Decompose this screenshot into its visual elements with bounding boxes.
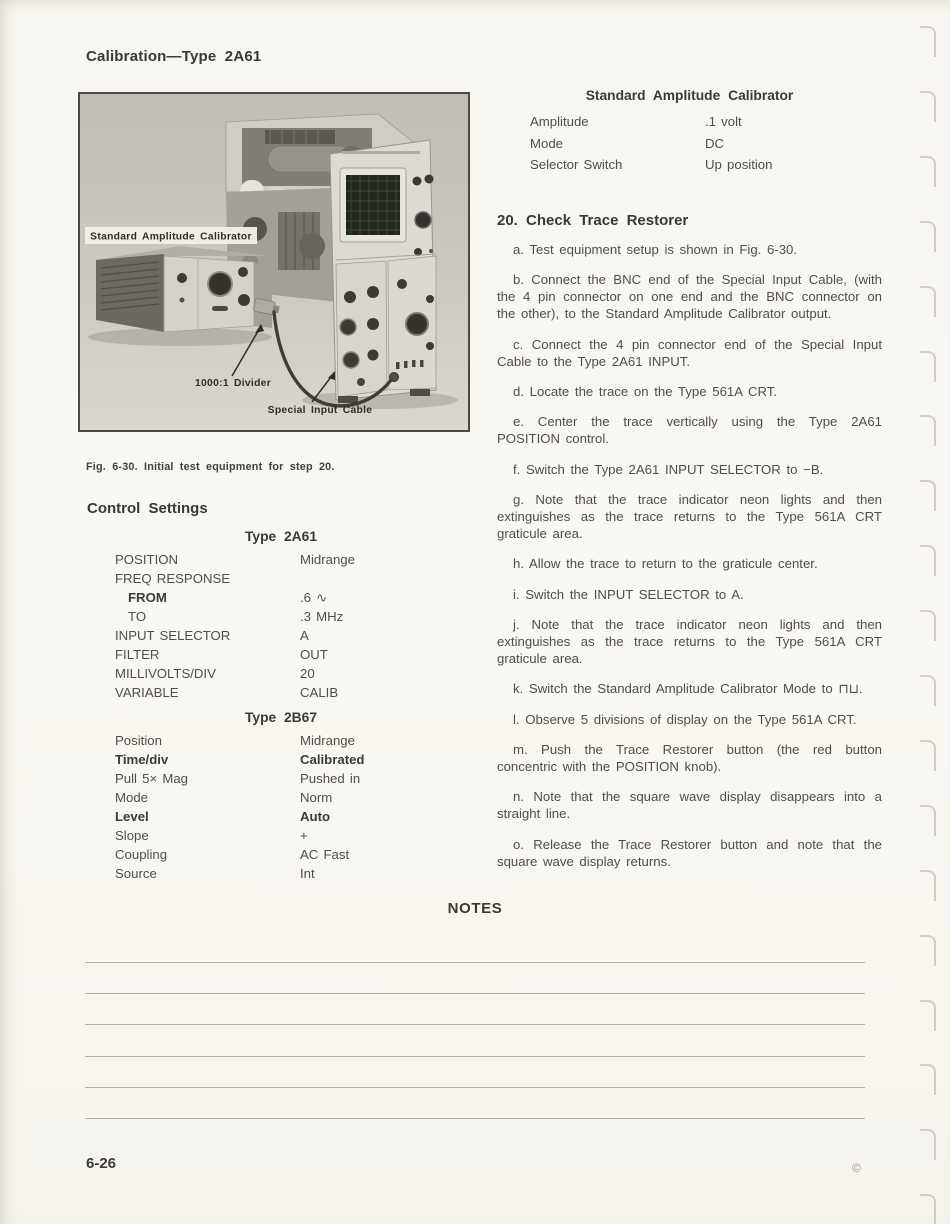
- plugin-2b67: [388, 256, 436, 390]
- step-k: k. Switch the Standard Amplitude Calibrator Mode to ⊓⊔.: [513, 681, 863, 697]
- page-title: Calibration—Type 2A61: [86, 48, 262, 65]
- binding-hole-mark: [920, 351, 936, 382]
- note-line: [85, 993, 865, 994]
- settings-row: Position Midrange: [115, 733, 355, 748]
- settings-row: INPUT SELECTOR A: [115, 628, 309, 643]
- copyright-mark: ©: [852, 1161, 861, 1175]
- calibrator-table-title: Standard Amplitude Calibrator: [585, 88, 794, 103]
- settings-row: TO .3 MHz: [128, 609, 344, 624]
- settings-row: Coupling AC Fast: [115, 847, 350, 862]
- crt-screen: [340, 168, 406, 242]
- page-number: 6-26: [86, 1155, 117, 1172]
- note-line: [85, 962, 865, 963]
- binding-hole-mark: [920, 675, 936, 706]
- step-b: b. Connect the BNC end of the Special Input Cable, (with the 4 pin connector on one end and the BNC connector on the other), to the Standard Amplitude Calibrator output.: [497, 272, 882, 322]
- binding-hole-mark: [920, 415, 936, 446]
- settings-row: Pull 5× Mag Pushed in: [115, 771, 361, 786]
- notes-ruled-lines: [85, 962, 865, 1149]
- step-g: g. Note that the trace indicator neon lights and then extinguishes as the trace returns to the Type 561A CRT graticule area.: [497, 492, 882, 541]
- step-o: o. Release the Trace Restorer button and note that the square wave display returns.: [497, 836, 882, 869]
- settings-row: Selector Switch Up position: [530, 157, 773, 172]
- settings-row: Mode Norm: [115, 790, 333, 805]
- settings-row: FROM .6 ∿: [128, 590, 328, 605]
- binding-hole-mark: [920, 1064, 936, 1095]
- binding-hole-mark: [920, 545, 936, 576]
- binding-hole-mark: [920, 286, 936, 317]
- settings-row: POSITION Midrange: [115, 552, 355, 567]
- cable-label: Special Input Cable: [267, 405, 373, 416]
- binding-hole-mark: [920, 1194, 936, 1224]
- binding-hole-mark: [920, 1000, 936, 1031]
- calibrator-front-panel: [164, 256, 254, 332]
- settings-row: Slope +: [115, 828, 308, 843]
- step-i: i. Switch the INPUT SELECTOR to A.: [513, 586, 744, 602]
- notes-heading: NOTES: [447, 900, 503, 917]
- step-h: h. Allow the trace to return to the graticule center.: [513, 556, 818, 572]
- type-2a61-title: Type 2A61: [245, 529, 317, 544]
- step-n: n. Note that the square wave display disappears into a straight line.: [497, 789, 882, 822]
- note-line: [85, 1024, 865, 1025]
- binding-hole-mark: [920, 610, 936, 641]
- type-2b67-title: Type 2B67: [245, 710, 317, 725]
- control-settings-heading: Control Settings: [87, 500, 208, 517]
- binding-hole-mark: [920, 480, 936, 511]
- binding-hole-mark: [920, 1129, 936, 1160]
- settings-row: Mode DC: [530, 135, 725, 151]
- figure-6-30: [78, 92, 470, 432]
- step-j: j. Note that the trace indicator neon lights and then extinguishes as the trace returns to the Type 561A CRT graticule area.: [497, 617, 882, 666]
- note-line: [85, 1056, 865, 1057]
- step-20-heading: 20. Check Trace Restorer: [497, 211, 689, 229]
- test-equipment-photo: [80, 94, 468, 430]
- settings-row: Time/div Calibrated: [115, 752, 365, 767]
- step-m: m. Push the Trace Restorer button (the red button concentric with the POSITION knob).: [497, 742, 882, 775]
- binding-hole-mark: [920, 26, 936, 57]
- binding-hole-mark: [920, 740, 936, 771]
- settings-row: VARIABLE CALIB: [115, 685, 339, 700]
- binding-hole-mark: [920, 221, 936, 252]
- calibrator-label: Standard Amplitude Calibrator: [90, 231, 252, 243]
- note-line: [85, 1087, 865, 1088]
- procedure-column: [497, 88, 882, 871]
- binding-hole-mark: [920, 935, 936, 966]
- note-line: [85, 1118, 865, 1119]
- step-l: l. Observe 5 divisions of display on the Type 561A CRT.: [513, 711, 857, 727]
- step-d: d. Locate the trace on the Type 561A CRT.: [513, 383, 778, 399]
- step-f: f. Switch the Type 2A61 INPUT SELECTOR to −B.: [513, 461, 824, 477]
- step-a: a. Test equipment setup is shown in Fig. 6-30.: [513, 242, 798, 257]
- control-settings-section: [85, 500, 477, 883]
- binding-hole-mark: [920, 156, 936, 187]
- settings-row: MILLIVOLTS/DIV 20: [115, 666, 315, 681]
- binding-hole-mark: [920, 91, 936, 122]
- divider-label: 1000:1 Divider: [194, 378, 272, 389]
- settings-row: FILTER OUT: [115, 647, 328, 662]
- plugin-2a61: [336, 261, 387, 397]
- settings-row: Amplitude .1 volt: [530, 114, 742, 129]
- step-e: e. Center the trace vertically using the Type 2A61 POSITION control.: [497, 414, 882, 447]
- settings-row: Level Auto: [115, 809, 331, 824]
- binding-hole-mark: [920, 805, 936, 836]
- settings-row: Source Int: [115, 866, 315, 881]
- figure-caption: Fig. 6-30. Initial test equipment for step 20.: [86, 461, 335, 473]
- settings-row: FREQ RESPONSE: [115, 571, 231, 586]
- binding-hole-mark: [920, 870, 936, 901]
- step-c: c. Connect the 4 pin connector end of the Special Input Cable to the Type 2A61 INPUT.: [497, 336, 882, 369]
